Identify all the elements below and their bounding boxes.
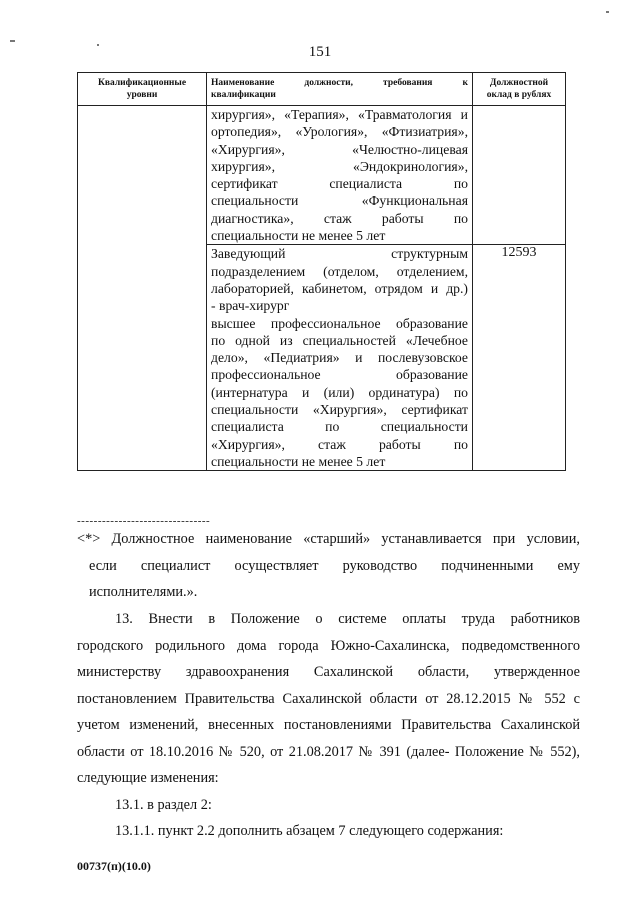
scan-speck xyxy=(606,11,609,13)
cell-line: профессиональное образование xyxy=(211,367,468,383)
table-row xyxy=(78,106,566,245)
cell-line: специальности не менее 5 лет xyxy=(211,228,386,244)
cell-line: Заведующий структурным xyxy=(211,246,468,262)
cell-line: дело», «Педиатрия» и послевузовское xyxy=(211,350,468,366)
footnote xyxy=(77,526,580,606)
cell-line: подразделением (отделом, отделением, xyxy=(211,263,468,279)
header-line-2: квалификации xyxy=(211,90,276,100)
paragraph-line: 13. Внести в Положение о системе оплаты труда работников xyxy=(115,611,580,627)
cell-line: по одной из специальностей «Лечебное xyxy=(211,332,468,348)
footnote-line: исполнителями.». xyxy=(89,584,198,600)
table-header-row xyxy=(78,73,566,106)
salary-cell: 12593 xyxy=(473,245,566,471)
header-position-requirements xyxy=(207,73,473,106)
paragraph-line: городского родильного дома города Южно-Сахалинска, подведомственного xyxy=(77,637,580,654)
page-number: 151 xyxy=(308,44,332,60)
cell-line: (интернатура и (или) ординатура) по xyxy=(211,384,468,400)
header-word: Наименование xyxy=(211,78,275,88)
cell-line: специальности «Хирургия», сертификат xyxy=(211,402,468,418)
header-word: требования xyxy=(383,78,433,88)
paragraph-line: учетом изменений, внесенных постановлениями Правительства Сахалинской xyxy=(77,717,580,733)
qualification-level-cell xyxy=(78,106,207,471)
paragraph-13-1-1: 13.1.1. пункт 2.2 дополнить абзацем 7 следующего содержания: xyxy=(115,823,504,839)
requirements-cell xyxy=(207,245,473,471)
cell-line: «Хирургия», стаж работы по xyxy=(211,436,468,452)
cell-line: ортопедия», «Урология», «Фтизиатрия», xyxy=(211,124,468,140)
header-word: должности, xyxy=(304,78,353,88)
paragraph-line: постановлением Правительства Сахалинской области от 28.12.2015 № 552 с xyxy=(77,690,580,707)
cell-line: хирургия», «Терапия», «Травматология и xyxy=(211,107,468,122)
footnote-line: если специалист осуществляет руководство подчиненными ему xyxy=(89,557,580,574)
cell-line: высшее профессиональное образование xyxy=(211,315,468,331)
cell-line: специальности «Функциональная xyxy=(211,193,468,209)
cell-line: лабораторией, кабинетом, отрядом и др.) xyxy=(211,280,468,296)
scan-speck xyxy=(10,40,15,42)
header-qualification-levels: Квалификационные уровни xyxy=(78,73,207,106)
qualification-table xyxy=(77,72,566,471)
cell-line: специальности не менее 5 лет xyxy=(211,453,386,469)
footnote-separator: -------------------------------- xyxy=(77,515,211,527)
salary-cell xyxy=(473,106,566,245)
paragraph-line: следующие изменения: xyxy=(77,770,219,786)
cell-line: «Хирургия», «Челюстно-лицевая xyxy=(211,141,468,157)
paragraph-line: министерству здравоохранения Сахалинской области, утвержденное xyxy=(77,664,580,680)
document-code: 00737(п)(10.0) xyxy=(77,859,151,873)
footnote-line: <*> Должностное наименование «старший» устанавливается при условии, xyxy=(77,531,580,547)
cell-line: хирургия», «Эндокринология», xyxy=(211,158,468,174)
header-salary: Должностной оклад в рублях xyxy=(473,73,566,106)
cell-line: специалиста по специальности xyxy=(211,419,468,435)
cell-line: диагностика», стаж работы по xyxy=(211,210,468,226)
paragraph-13-1: 13.1. в раздел 2: xyxy=(115,796,212,813)
header-word: к xyxy=(462,78,468,88)
paragraph-line: области от 18.10.2016 № 520, от 21.08.2017 № 391 (далее- Положение № 552), xyxy=(77,743,580,760)
requirements-cell xyxy=(207,106,473,245)
cell-line: - врач-хирург xyxy=(211,298,290,314)
cell-line: сертификат специалиста по xyxy=(211,176,468,192)
paragraph-13 xyxy=(77,606,580,845)
header-line-1 xyxy=(211,77,468,89)
